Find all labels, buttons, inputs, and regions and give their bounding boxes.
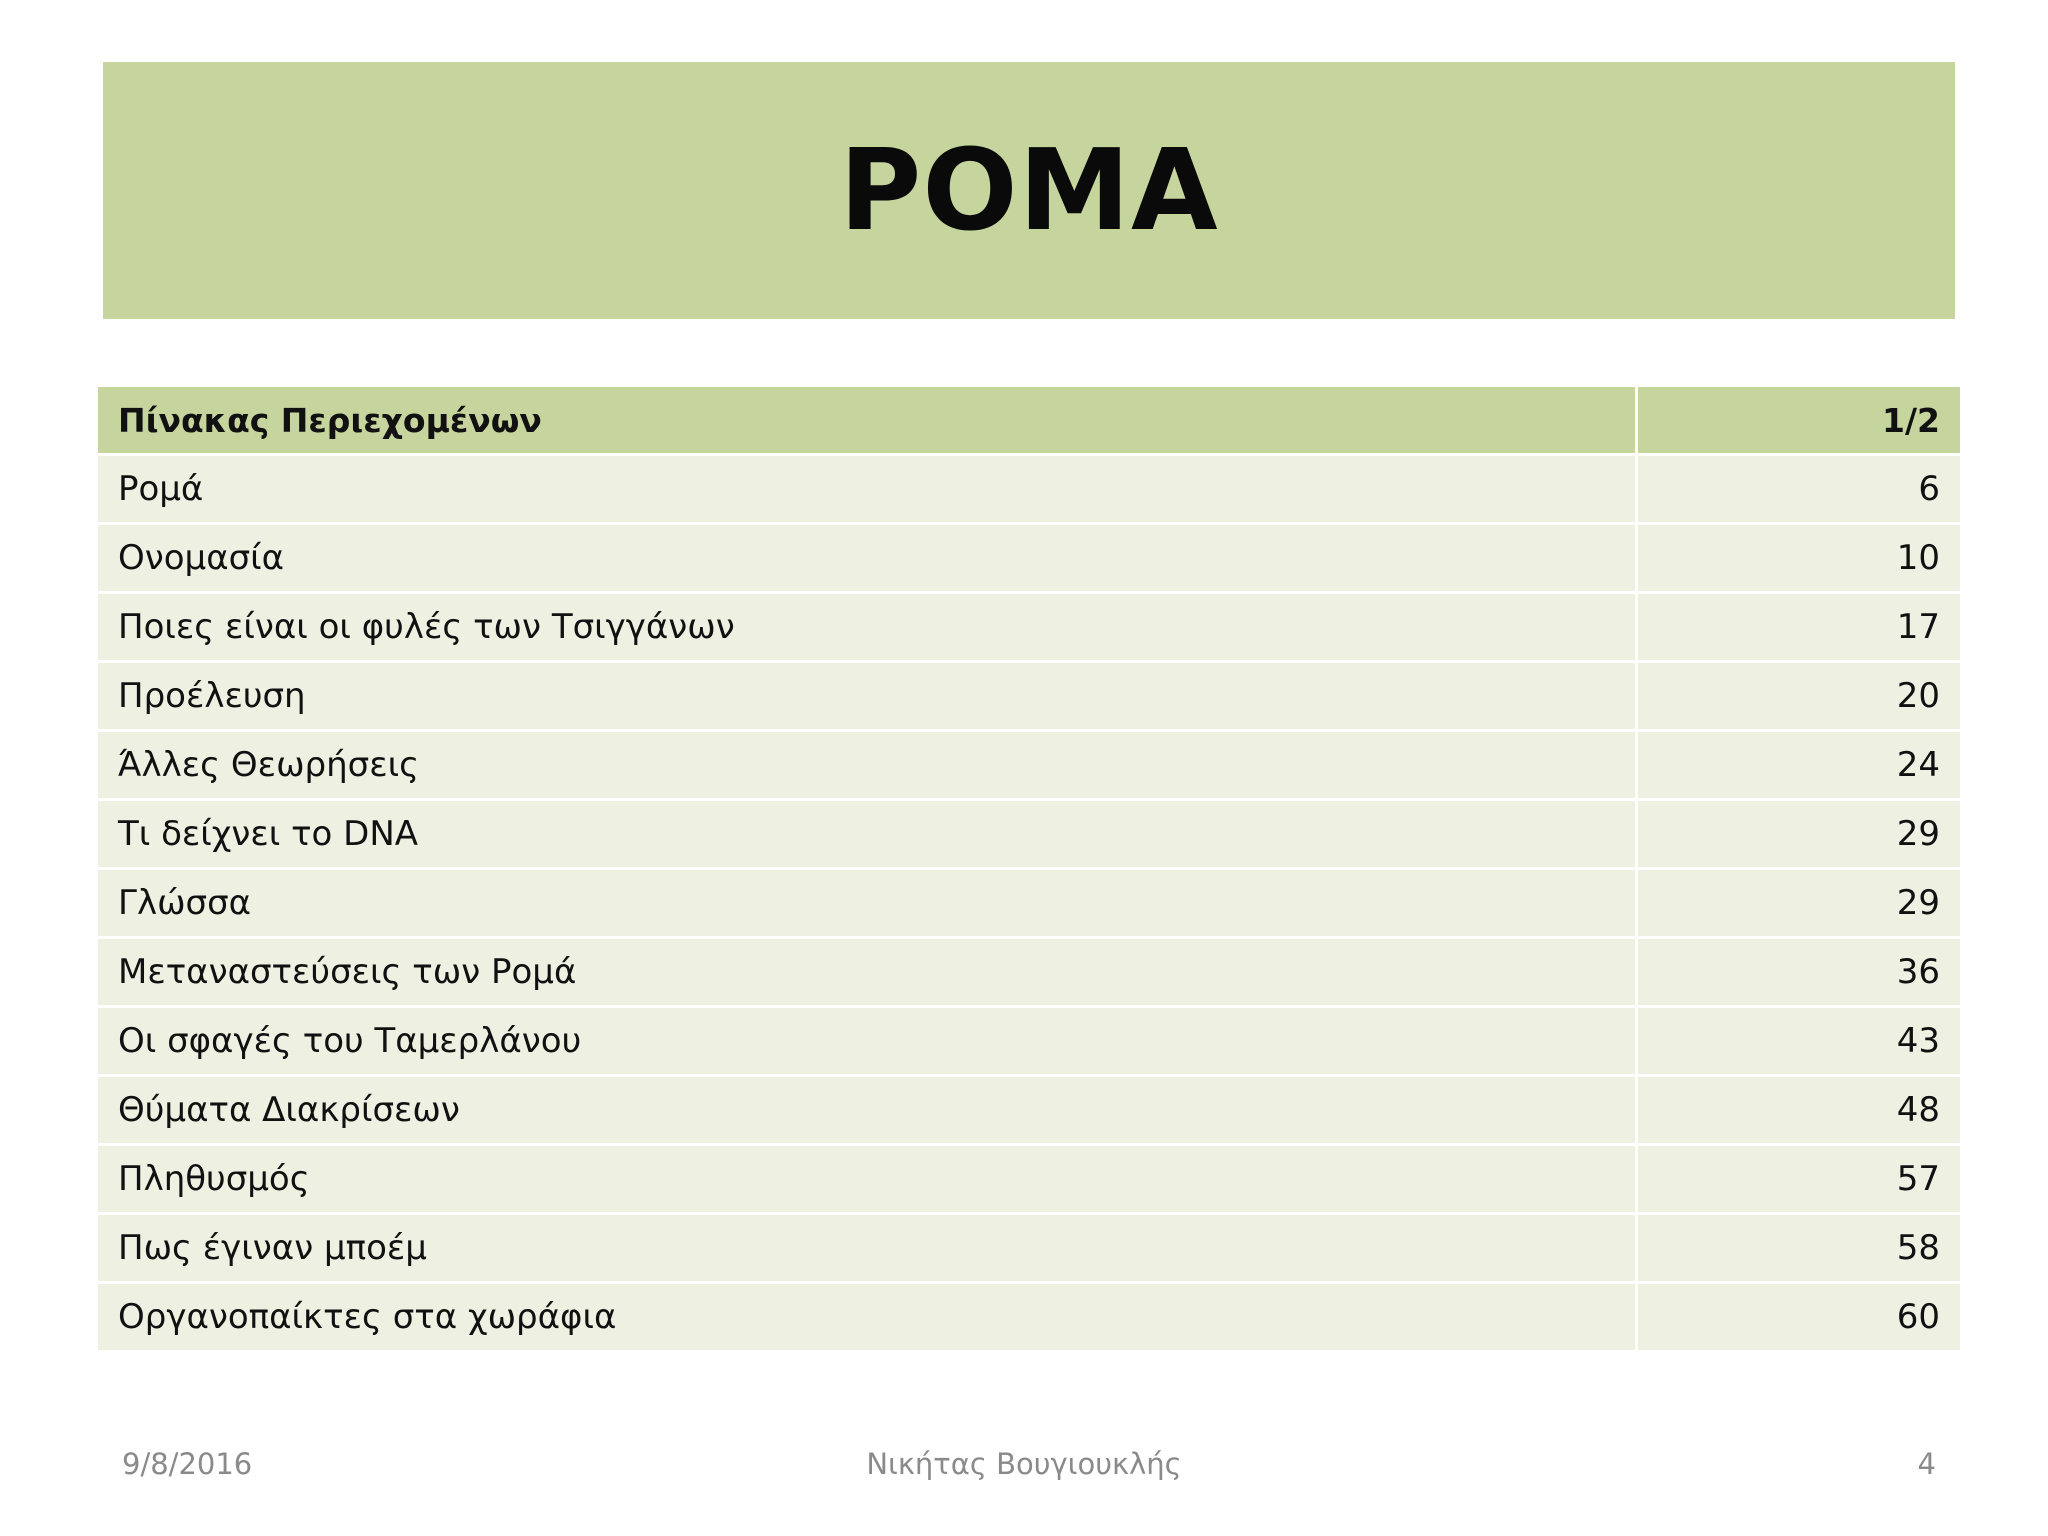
toc-row-page: 29: [1638, 801, 1960, 867]
toc-row: [98, 525, 1960, 591]
toc-row: [98, 870, 1960, 936]
footer-author: Νικήτας Βουγιουκλής: [866, 1447, 1182, 1481]
toc-row: [98, 801, 1960, 867]
toc-header-page: 1/2: [1638, 387, 1960, 453]
toc-row: [98, 663, 1960, 729]
footer-page-number: 4: [1917, 1447, 1936, 1481]
toc-row-title: Οργανοπαίκτες στα χωράφια: [98, 1284, 1635, 1350]
toc-row-title: Άλλες Θεωρήσεις: [98, 732, 1635, 798]
toc-row: [98, 1284, 1960, 1350]
toc-row-title: Πληθυσμός: [98, 1146, 1635, 1212]
toc-row-page: 43: [1638, 1008, 1960, 1074]
toc-row-title: Γλώσσα: [98, 870, 1635, 936]
toc-row-title: Πως έγιναν μποέμ: [98, 1215, 1635, 1281]
toc-row-title: Οι σφαγές του Ταμερλάνου: [98, 1008, 1635, 1074]
toc-row: [98, 456, 1960, 522]
toc-row-page: 60: [1638, 1284, 1960, 1350]
toc-row: [98, 732, 1960, 798]
toc-header-title: Πίνακας Περιεχομένων: [98, 387, 1635, 453]
toc-row-page: 57: [1638, 1146, 1960, 1212]
toc-row-page: 20: [1638, 663, 1960, 729]
toc-row-page: 29: [1638, 870, 1960, 936]
toc-row: [98, 594, 1960, 660]
table-of-contents: [98, 387, 1960, 1353]
toc-header-row: [98, 387, 1960, 453]
toc-row-page: 24: [1638, 732, 1960, 798]
toc-row: [98, 939, 1960, 1005]
toc-row: [98, 1077, 1960, 1143]
toc-row: [98, 1146, 1960, 1212]
title-banner: [103, 62, 1955, 319]
toc-row-title: Τι δείχνει το DNA: [98, 801, 1635, 867]
toc-row-page: 10: [1638, 525, 1960, 591]
toc-row-title: Θύματα Διακρίσεων: [98, 1077, 1635, 1143]
toc-row-page: 6: [1638, 456, 1960, 522]
toc-row-page: 48: [1638, 1077, 1960, 1143]
toc-row-title: Μεταναστεύσεις των Ρομά: [98, 939, 1635, 1005]
toc-row-title: Ποιες είναι οι φυλές των Τσιγγάνων: [98, 594, 1635, 660]
toc-row-page: 58: [1638, 1215, 1960, 1281]
toc-row-page: 17: [1638, 594, 1960, 660]
footer-date: 9/8/2016: [122, 1447, 253, 1481]
toc-row: [98, 1008, 1960, 1074]
toc-row-title: Ρομά: [98, 456, 1635, 522]
slide-title: ΡΟΜΑ: [839, 125, 1219, 256]
toc-row: [98, 1215, 1960, 1281]
toc-row-title: Ονομασία: [98, 525, 1635, 591]
toc-row-page: 36: [1638, 939, 1960, 1005]
toc-row-title: Προέλευση: [98, 663, 1635, 729]
